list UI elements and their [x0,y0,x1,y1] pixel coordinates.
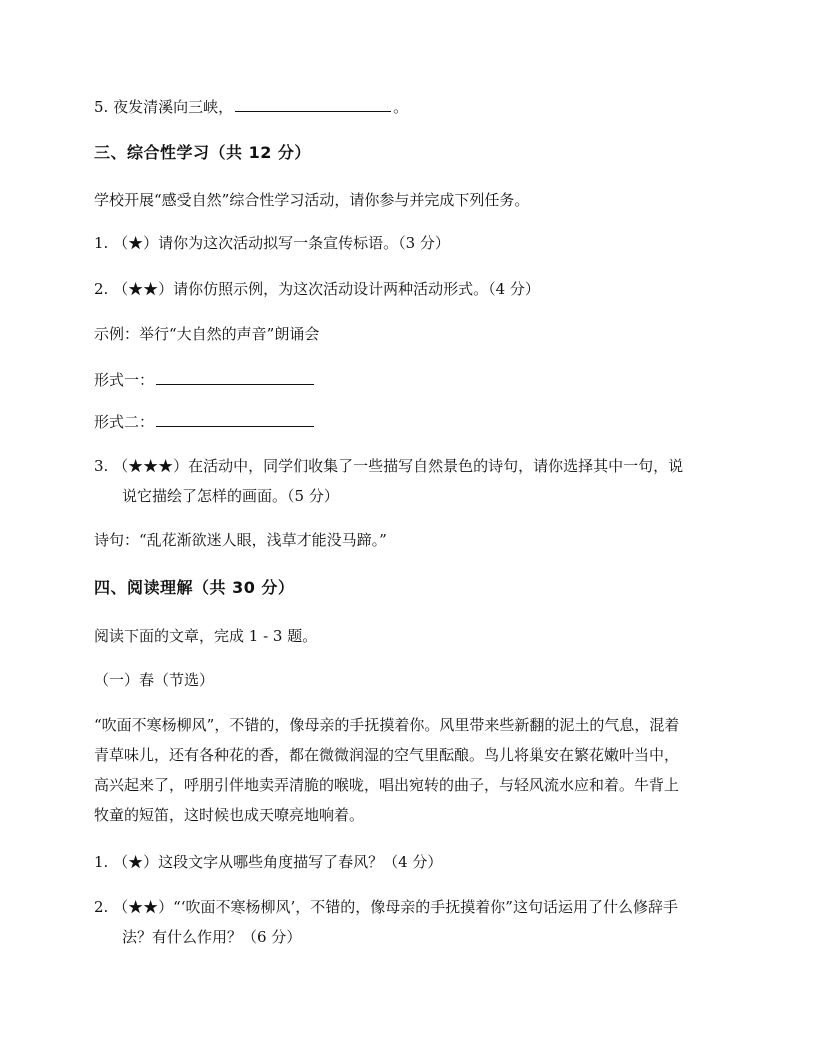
section-4-question-1: 1. （★）这段文字从哪些角度描写了春风？（4 分） [94,853,443,871]
section-4-question-2-line-1: 2. （★★）“‘吹面不寒杨柳风’，不错的，像母亲的手抚摸着你”这句话运用了什么修辞手 [94,898,678,916]
section-4-question-2-line-2: 法？有什么作用？（6 分） [122,928,302,946]
answer-blank-form-1[interactable] [156,370,314,385]
form-2 [94,412,734,432]
section-3-intro: 学校开展“感受自然”综合性学习活动，请你参与并完成下列任务。 [94,191,530,209]
section-3-question-3-line-2: 说它描绘了怎样的画面。（5 分） [122,487,339,505]
passage-title: （一）春（节选） [94,671,215,689]
form-1 [94,370,734,390]
form-2-label: 形式二： [94,413,155,431]
question-5 [94,97,734,117]
passage-line: 高兴起来了，呼朋引伴地卖弄清脆的喉咙，唱出宛转的曲子，与轻风流水应和着。牛背上 [94,776,680,794]
question-5-suffix: 。 [393,98,409,116]
poem-line: 诗句：“乱花渐欲迷人眼，浅草才能没马蹄。” [94,531,387,549]
form-1-label: 形式一： [94,371,155,389]
section-3-question-1: 1. （★）请你为这次活动拟写一条宣传标语。（3 分） [94,234,450,252]
passage-line: 牧童的短笛，这时候也成天嘹亮地响着。 [94,806,365,824]
answer-blank-form-2[interactable] [156,412,314,427]
passage-line: 青草味儿，还有各种花的香，都在微微润湿的空气里酝酿。鸟儿将巢安在繁花嫩叶当中， [94,746,680,764]
section-4-heading: 四、阅读理解（共 30 分） [94,578,295,597]
answer-blank-q5[interactable] [235,97,391,112]
section-3-question-2: 2. （★★）请你仿照示例，为这次活动设计两种活动形式。（4 分） [94,280,540,298]
passage-line: “吹面不寒杨柳风”，不错的，像母亲的手抚摸着你。风里带来些新翻的泥土的气息，混着 [94,716,680,734]
section-3-question-3-line-1: 3. （★★★）在活动中，同学们收集了一些描写自然景色的诗句，请你选择其中一句，说 [94,457,684,475]
section-3-heading: 三、综合性学习（共 12 分） [94,143,311,162]
question-5-prefix: 5. 夜发清溪向三峡， [94,98,234,116]
section-4-intro: 阅读下面的文章，完成 1 - 3 题。 [94,627,318,645]
activity-example: 示例：举行“大自然的声音”朗诵会 [94,325,320,343]
